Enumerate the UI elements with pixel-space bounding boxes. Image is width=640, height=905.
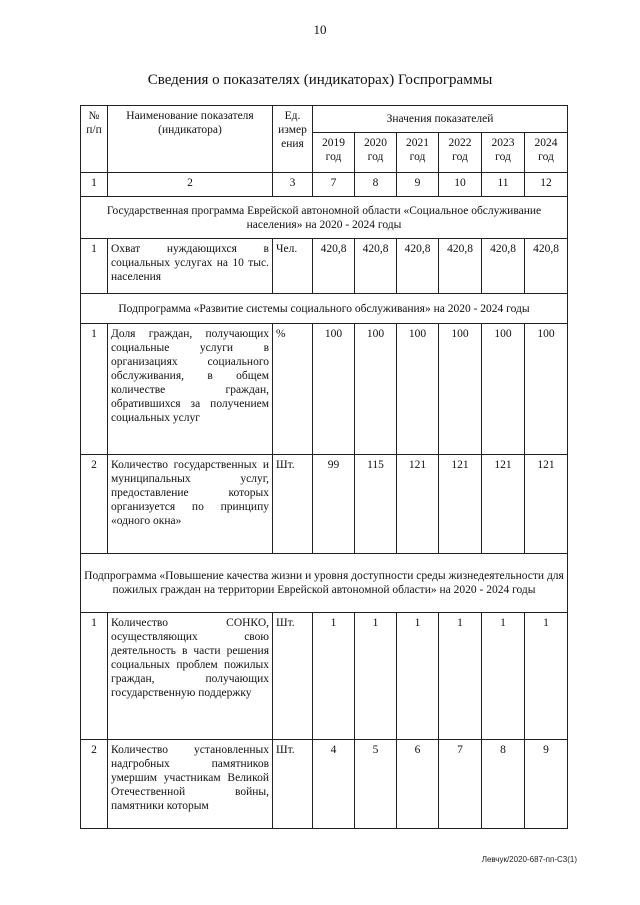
row-num: 2 bbox=[81, 455, 108, 554]
column-number: 9 bbox=[397, 173, 439, 197]
column-number: 11 bbox=[482, 173, 525, 197]
table-row bbox=[81, 324, 568, 455]
row-value: 100 bbox=[525, 324, 568, 455]
row-value: 4 bbox=[313, 740, 355, 829]
row-name: Охват нуждающихся в социальных услугах на 10 тыс. населения bbox=[108, 239, 273, 294]
row-unit: % bbox=[273, 324, 313, 455]
row-value: 5 bbox=[355, 740, 397, 829]
column-number: 12 bbox=[525, 173, 568, 197]
row-value: 100 bbox=[355, 324, 397, 455]
row-num: 1 bbox=[81, 239, 108, 294]
header-year: 2020 год bbox=[355, 133, 397, 173]
row-num: 1 bbox=[81, 324, 108, 455]
row-num: 2 bbox=[81, 740, 108, 829]
row-value: 420,8 bbox=[397, 239, 439, 294]
column-number: 3 bbox=[273, 173, 313, 197]
section-title: Государственная программа Еврейской автономной области «Социальное обслуживание населения» на 2020 - 2024 годы bbox=[81, 197, 568, 239]
table-row bbox=[81, 239, 568, 294]
column-numbers-row bbox=[81, 173, 568, 197]
row-value: 100 bbox=[439, 324, 482, 455]
header-unit: Ед. измер ения bbox=[273, 106, 313, 173]
row-value: 1 bbox=[525, 613, 568, 740]
row-unit: Шт. bbox=[273, 740, 313, 829]
row-value: 99 bbox=[313, 455, 355, 554]
row-value: 115 bbox=[355, 455, 397, 554]
table-row bbox=[81, 740, 568, 829]
row-value: 7 bbox=[439, 740, 482, 829]
header-year: 2022 год bbox=[439, 133, 482, 173]
section-title: Подпрограмма «Повышение качества жизни и уровня доступности среды жизнедеятельности для пожилых граждан на территории Еврейской автономной области» на 2020 - 2024 годы bbox=[81, 554, 568, 613]
header-row-top bbox=[81, 106, 568, 133]
row-value: 8 bbox=[482, 740, 525, 829]
row-unit: Шт. bbox=[273, 455, 313, 554]
row-value: 121 bbox=[525, 455, 568, 554]
page-number: 10 bbox=[313, 22, 327, 37]
header-num: № п/п bbox=[81, 106, 108, 173]
row-value: 1 bbox=[313, 613, 355, 740]
row-value: 121 bbox=[397, 455, 439, 554]
row-value: 121 bbox=[482, 455, 525, 554]
row-name: Количество СОНКО, осуществляющих свою деятельность в части решения социальных проблем пожилых граждан, получающих государственную поддержку bbox=[108, 613, 273, 740]
header-values-group: Значения показателей bbox=[313, 106, 568, 133]
row-value: 420,8 bbox=[313, 239, 355, 294]
footer-document-code: Левчук/2020-687-пп-С3(1) bbox=[481, 855, 577, 864]
table-row bbox=[81, 455, 568, 554]
column-number: 10 bbox=[439, 173, 482, 197]
row-name: Доля граждан, получающих социальные услуги в организациях социального обслуживания, в общем количестве граждан, обратившихся за получением социальных услуг bbox=[108, 324, 273, 455]
section-title: Подпрограмма «Развитие системы социального обслуживания» на 2020 - 2024 годы bbox=[81, 294, 568, 324]
row-name: Количество установленных надгробных памятников умершим участникам Великой Отечественной войны, памятники которым bbox=[108, 740, 273, 829]
section-row bbox=[81, 294, 568, 324]
row-value: 100 bbox=[397, 324, 439, 455]
column-number: 7 bbox=[313, 173, 355, 197]
row-value: 6 bbox=[397, 740, 439, 829]
header-year: 2019 год bbox=[313, 133, 355, 173]
row-value: 121 bbox=[439, 455, 482, 554]
row-value: 9 bbox=[525, 740, 568, 829]
row-name: Количество государственных и муниципальных услуг, предоставление которых организуется по принципу «одного окна» bbox=[108, 455, 273, 554]
header-year: 2024 год bbox=[525, 133, 568, 173]
row-value: 1 bbox=[355, 613, 397, 740]
row-num: 1 bbox=[81, 613, 108, 740]
row-unit: Чел. bbox=[273, 239, 313, 294]
row-value: 100 bbox=[313, 324, 355, 455]
row-value: 420,8 bbox=[355, 239, 397, 294]
row-value: 420,8 bbox=[439, 239, 482, 294]
section-row bbox=[81, 554, 568, 613]
header-year: 2021 год bbox=[397, 133, 439, 173]
column-number: 1 bbox=[81, 173, 108, 197]
column-number: 2 bbox=[108, 173, 273, 197]
section-row bbox=[81, 197, 568, 239]
row-value: 1 bbox=[439, 613, 482, 740]
row-unit: Шт. bbox=[273, 613, 313, 740]
indicators-table bbox=[80, 105, 568, 829]
row-value: 100 bbox=[482, 324, 525, 455]
column-number: 8 bbox=[355, 173, 397, 197]
row-value: 420,8 bbox=[482, 239, 525, 294]
row-value: 1 bbox=[482, 613, 525, 740]
row-value: 420,8 bbox=[525, 239, 568, 294]
header-name: Наименование показателя (индикатора) bbox=[108, 106, 273, 173]
document-title: Сведения о показателях (индикаторах) Госпрограммы bbox=[147, 72, 493, 88]
table-row bbox=[81, 613, 568, 740]
header-year: 2023 год bbox=[482, 133, 525, 173]
row-value: 1 bbox=[397, 613, 439, 740]
